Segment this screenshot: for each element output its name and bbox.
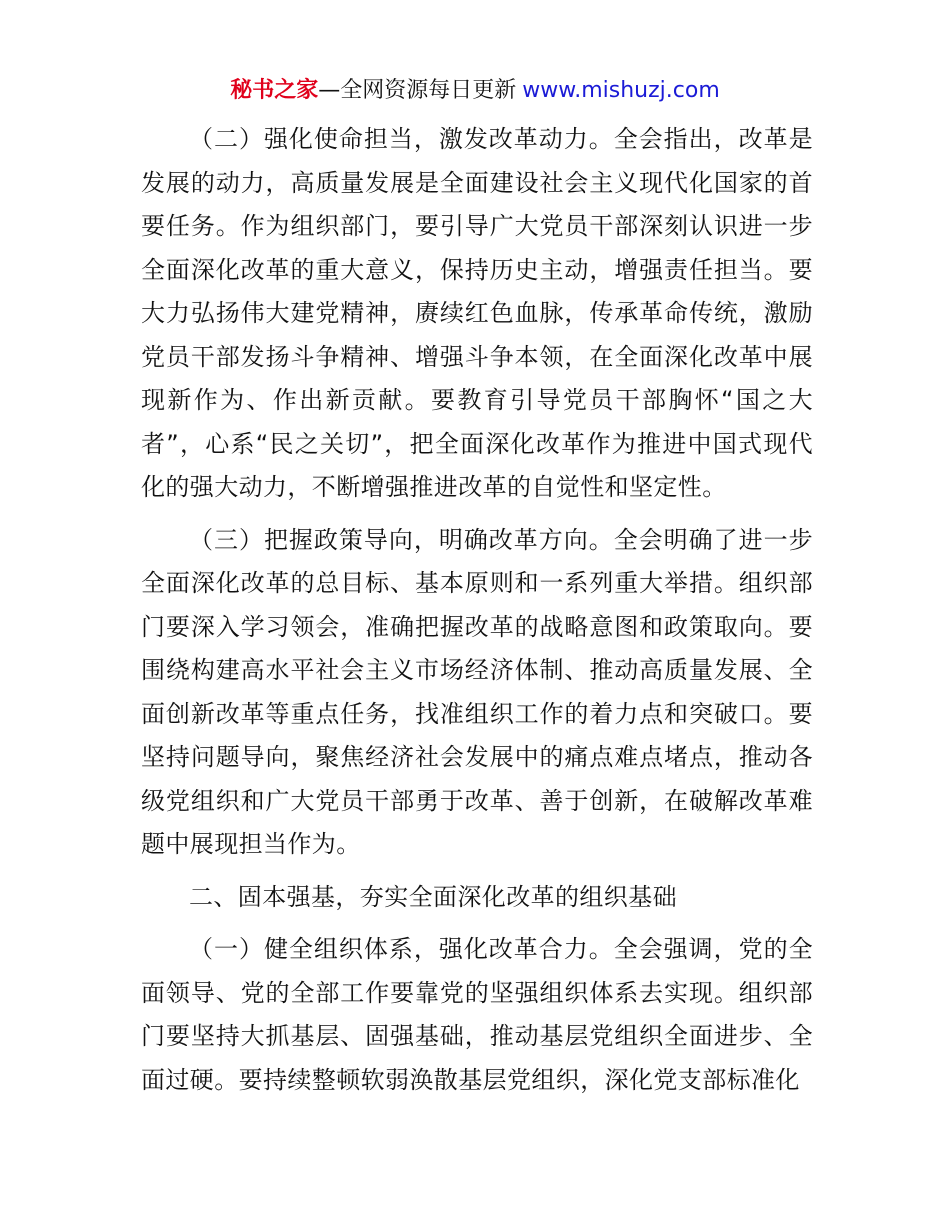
header-slogan: —全网资源每日更新 <box>318 78 517 103</box>
paragraph-section-2: （二）强化使命担当，激发改革动力。全会指出，改革是发展的动力，高质量发展是全面建设社会主义现代化国家的首要任务。作为组织部门，要引导广大党员干部深刻认识进一步全面深化改革的重大意义，保持历史主动，增强责任担当。要大力弘扬伟大建党精神，赓续红色血脉，传承革命传统，激励党员干部发扬斗争精神、增强斗争本领，在全面深化改革中展现新作为、作出新贡献。要教育引导党员干部胸怀“国之大者”，心系“民之关切”，把全面深化改革作为推进中国式现代化的强大动力，不断增强推进改革的自觉性和坚定性。 <box>141 125 813 501</box>
site-url[interactable]: www.mishuzj.com <box>522 78 720 103</box>
document-body <box>141 118 813 1102</box>
brand-name: 秘书之家 <box>230 78 319 103</box>
section-heading: 二、固本强基，夯实全面深化改革的组织基础 <box>189 882 677 911</box>
paragraph-section-3: （三）把握政策导向，明确改革方向。全会明确了进一步全面深化改革的总目标、基本原则和一系列重大举措。组织部门要深入学习领会，准确把握改革的战略意图和政策取向。要围绕构建高水平社会主义市场经济体制、推动高质量发展、全面创新改革等重点任务，找准组织工作的着力点和突破口。要坚持问题导向，聚焦经济社会发展中的痛点难点堵点，推动各级党组织和广大党员干部勇于改革、善于创新，在破解改革难题中展现担当作为。 <box>141 525 813 858</box>
site-header <box>0 76 950 106</box>
paragraph-subsection-1: （一）健全组织体系，强化改革合力。全会强调，党的全面领导、党的全部工作要靠党的坚强组织体系去实现。组织部门要坚持大抓基层、固强基础，推动基层党组织全面进步、全面过硬。要持续整顿软弱涣散基层党组织，深化党支部标准化 <box>141 935 813 1094</box>
